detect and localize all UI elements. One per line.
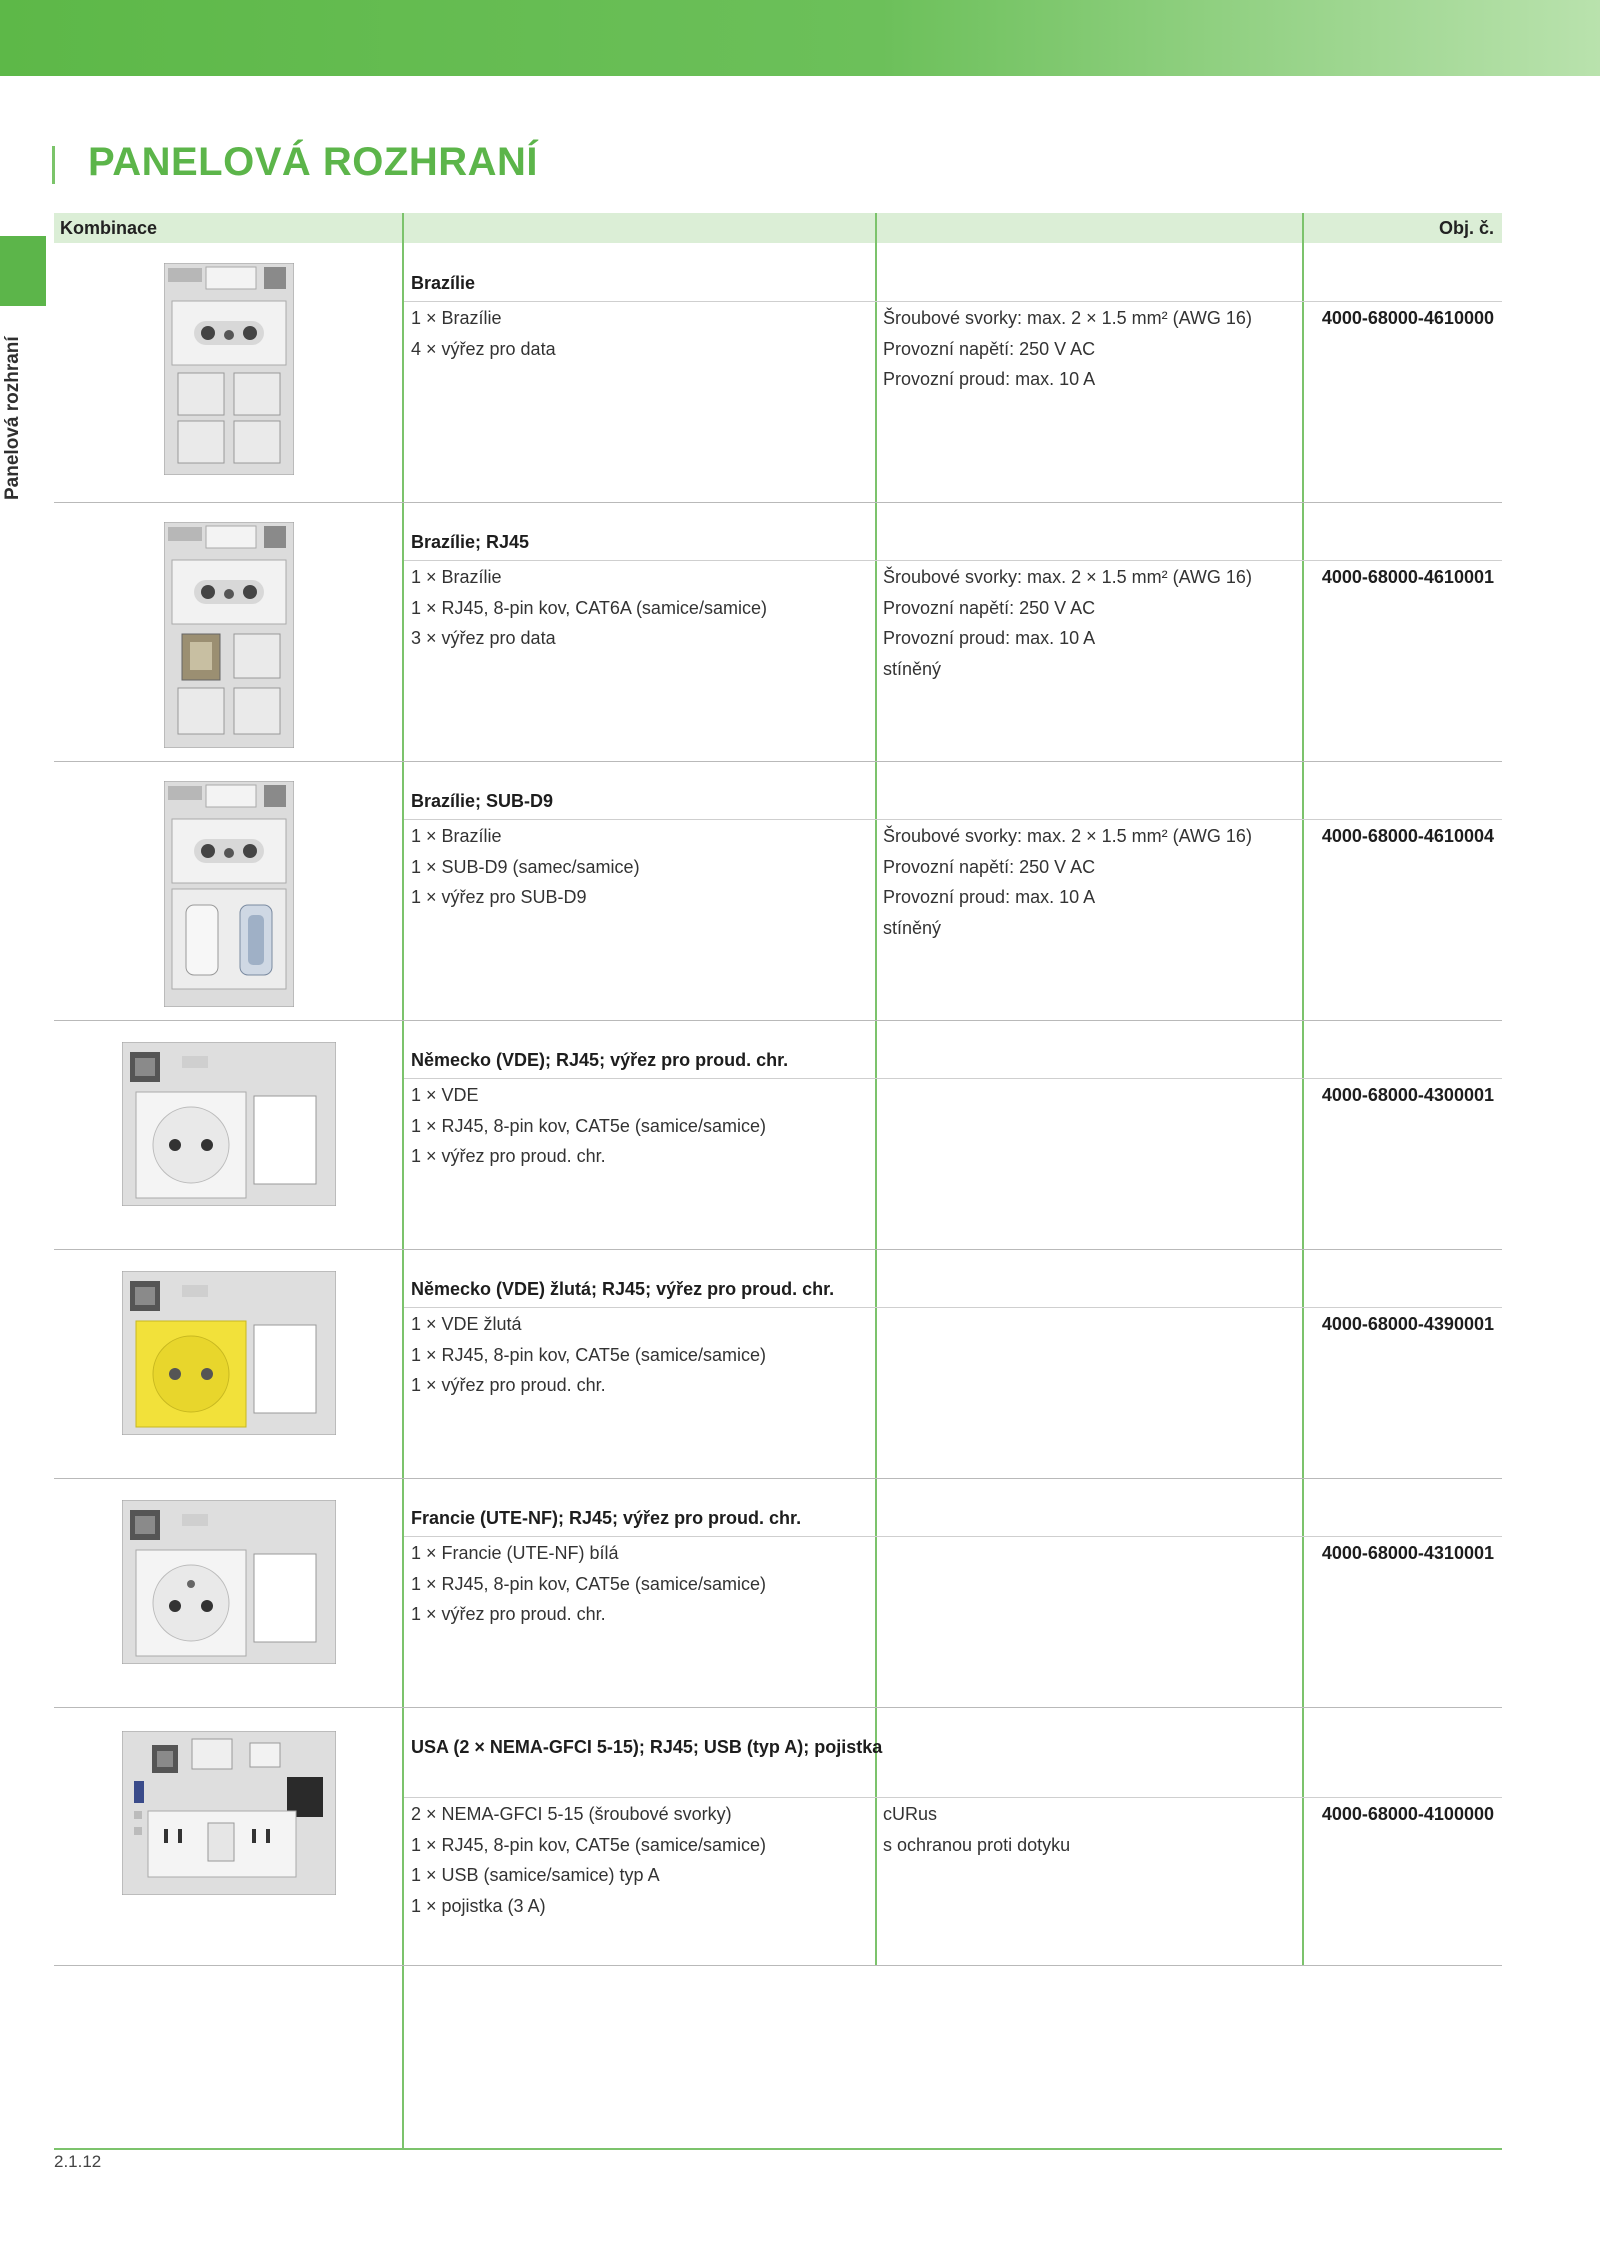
row-title: Německo (VDE) žlutá; RJ45; výřez pro proud. chr.: [411, 1279, 835, 1299]
spec-list: [883, 1799, 1070, 1860]
component-item: 1 × RJ45, 8-pin kov, CAT5e (samice/samice): [411, 1834, 766, 1855]
spec-item: Provozní napětí: 250 V AC: [883, 856, 1096, 877]
order-number: 4000-68000-4610000: [1321, 308, 1494, 328]
spec-item: Provozní proud: max. 10 A: [883, 887, 1096, 908]
component-item: 1 × výřez pro SUB-D9: [411, 887, 587, 908]
row-title-divider: [404, 1078, 1502, 1079]
side-tab-marker: [0, 236, 46, 306]
component-item: 1 × VDE žlutá: [411, 1314, 522, 1334]
component-list: [411, 1538, 766, 1630]
brazil-rj45-module-image: [164, 522, 294, 748]
component-item: 1 × pojistka (3 A): [411, 1895, 546, 1916]
spec-item: cURus: [883, 1804, 938, 1824]
table-row: [54, 1249, 1502, 1478]
header-combination: Kombinace: [60, 218, 158, 238]
spec-list: [883, 821, 1252, 943]
row-title: Francie (UTE-NF); RJ45; výřez pro proud. chr.: [411, 1508, 802, 1528]
spec-item: Provozní proud: max. 10 A: [883, 628, 1096, 649]
order-number: 4000-68000-4310001: [1321, 1543, 1494, 1563]
component-item: 1 × výřez pro proud. chr.: [411, 1146, 606, 1167]
component-list: [411, 1309, 766, 1401]
component-list: [411, 1080, 766, 1172]
table-bottom-line: [54, 2148, 1502, 2150]
table-row: [54, 243, 1502, 502]
page-number: 2.1.12: [54, 2152, 102, 2171]
table-row: [54, 1020, 1502, 1249]
row-title-divider: [404, 1536, 1502, 1537]
row-title-divider: [404, 301, 1502, 302]
component-item: 1 × SUB-D9 (samec/samice): [411, 856, 640, 877]
row-title-divider: [404, 560, 1502, 561]
spec-list: [883, 562, 1252, 684]
spec-item: stíněný: [883, 917, 942, 938]
spec-item: s ochranou proti dotyku: [883, 1834, 1071, 1855]
component-item: 1 × Brazílie: [411, 826, 502, 846]
table-row: [54, 1707, 1502, 1965]
usa-nema-gfci-panel-image: [122, 1731, 336, 1895]
component-item: 1 × Brazílie: [411, 308, 502, 328]
product-table: [54, 213, 1502, 2148]
brazil-4-data-module-image: [164, 263, 294, 475]
component-list: [411, 562, 767, 654]
spec-item: Provozní proud: max. 10 A: [883, 369, 1096, 390]
spec-item: Šroubové svorky: max. 2 × 1.5 mm² (AWG 16): [883, 308, 1252, 328]
component-item: 1 × Francie (UTE-NF) bílá: [411, 1543, 619, 1563]
germany-vde-yellow-panel-image: [122, 1271, 336, 1435]
component-item: 1 × výřez pro proud. chr.: [411, 1604, 606, 1625]
component-item: 1 × Brazílie: [411, 567, 502, 587]
component-item: 1 × RJ45, 8-pin kov, CAT5e (samice/samice): [411, 1573, 766, 1594]
spec-item: Šroubové svorky: max. 2 × 1.5 mm² (AWG 16): [883, 826, 1252, 846]
component-item: 1 × USB (samice/samice) typ A: [411, 1865, 660, 1886]
order-number: 4000-68000-4100000: [1321, 1804, 1494, 1824]
component-item: 3 × výřez pro data: [411, 628, 556, 649]
spec-item: Provozní napětí: 250 V AC: [883, 338, 1096, 359]
row-title: Německo (VDE); RJ45; výřez pro proud. chr.: [411, 1050, 789, 1070]
component-list: [411, 821, 640, 913]
france-ute-panel-image: [122, 1500, 336, 1664]
row-title-divider: [404, 1797, 1502, 1798]
row-separator: [54, 1965, 1502, 1966]
spec-item: Provozní napětí: 250 V AC: [883, 597, 1096, 618]
row-title: Brazílie; SUB-D9: [411, 791, 554, 811]
component-item: 1 × RJ45, 8-pin kov, CAT6A (samice/samice): [411, 597, 767, 618]
table-row: [54, 1478, 1502, 1707]
component-item: 1 × VDE: [411, 1085, 479, 1105]
order-number: 4000-68000-4390001: [1321, 1314, 1494, 1334]
germany-vde-white-panel-image: [122, 1042, 336, 1206]
header-order-number: Obj. č.: [1438, 218, 1494, 238]
brazil-subd9-module-image: [164, 781, 294, 1007]
row-title: USA (2 × NEMA-GFCI 5-15); RJ45; USB (typ A); pojistka: [411, 1737, 883, 1757]
row-title: Brazílie; RJ45: [411, 532, 530, 552]
row-title: Brazílie: [411, 273, 476, 293]
component-item: 4 × výřez pro data: [411, 338, 556, 359]
spec-list: [883, 303, 1252, 395]
spec-item: stíněný: [883, 658, 942, 679]
table-header: [54, 213, 1502, 243]
component-list: [411, 1799, 766, 1921]
component-item: 1 × výřez pro proud. chr.: [411, 1375, 606, 1396]
page-title: PANELOVÁ ROZHRANÍ: [88, 140, 538, 184]
side-section-label-text: Panelová rozhraní: [2, 336, 23, 500]
component-item: 1 × RJ45, 8-pin kov, CAT5e (samice/samice): [411, 1344, 766, 1365]
row-title-divider: [404, 819, 1502, 820]
top-green-band: [0, 0, 1600, 76]
title-accent-bar: [52, 146, 55, 184]
component-list: [411, 303, 556, 364]
table-row: [54, 761, 1502, 1020]
component-item: 1 × RJ45, 8-pin kov, CAT5e (samice/samice): [411, 1115, 766, 1136]
row-title-divider: [404, 1307, 1502, 1308]
order-number: 4000-68000-4610004: [1321, 826, 1494, 846]
spec-item: Šroubové svorky: max. 2 × 1.5 mm² (AWG 16): [883, 567, 1252, 587]
table-row: [54, 502, 1502, 761]
component-item: 2 × NEMA-GFCI 5-15 (šroubové svorky): [411, 1804, 732, 1824]
order-number: 4000-68000-4610001: [1321, 567, 1494, 587]
order-number: 4000-68000-4300001: [1321, 1085, 1494, 1105]
